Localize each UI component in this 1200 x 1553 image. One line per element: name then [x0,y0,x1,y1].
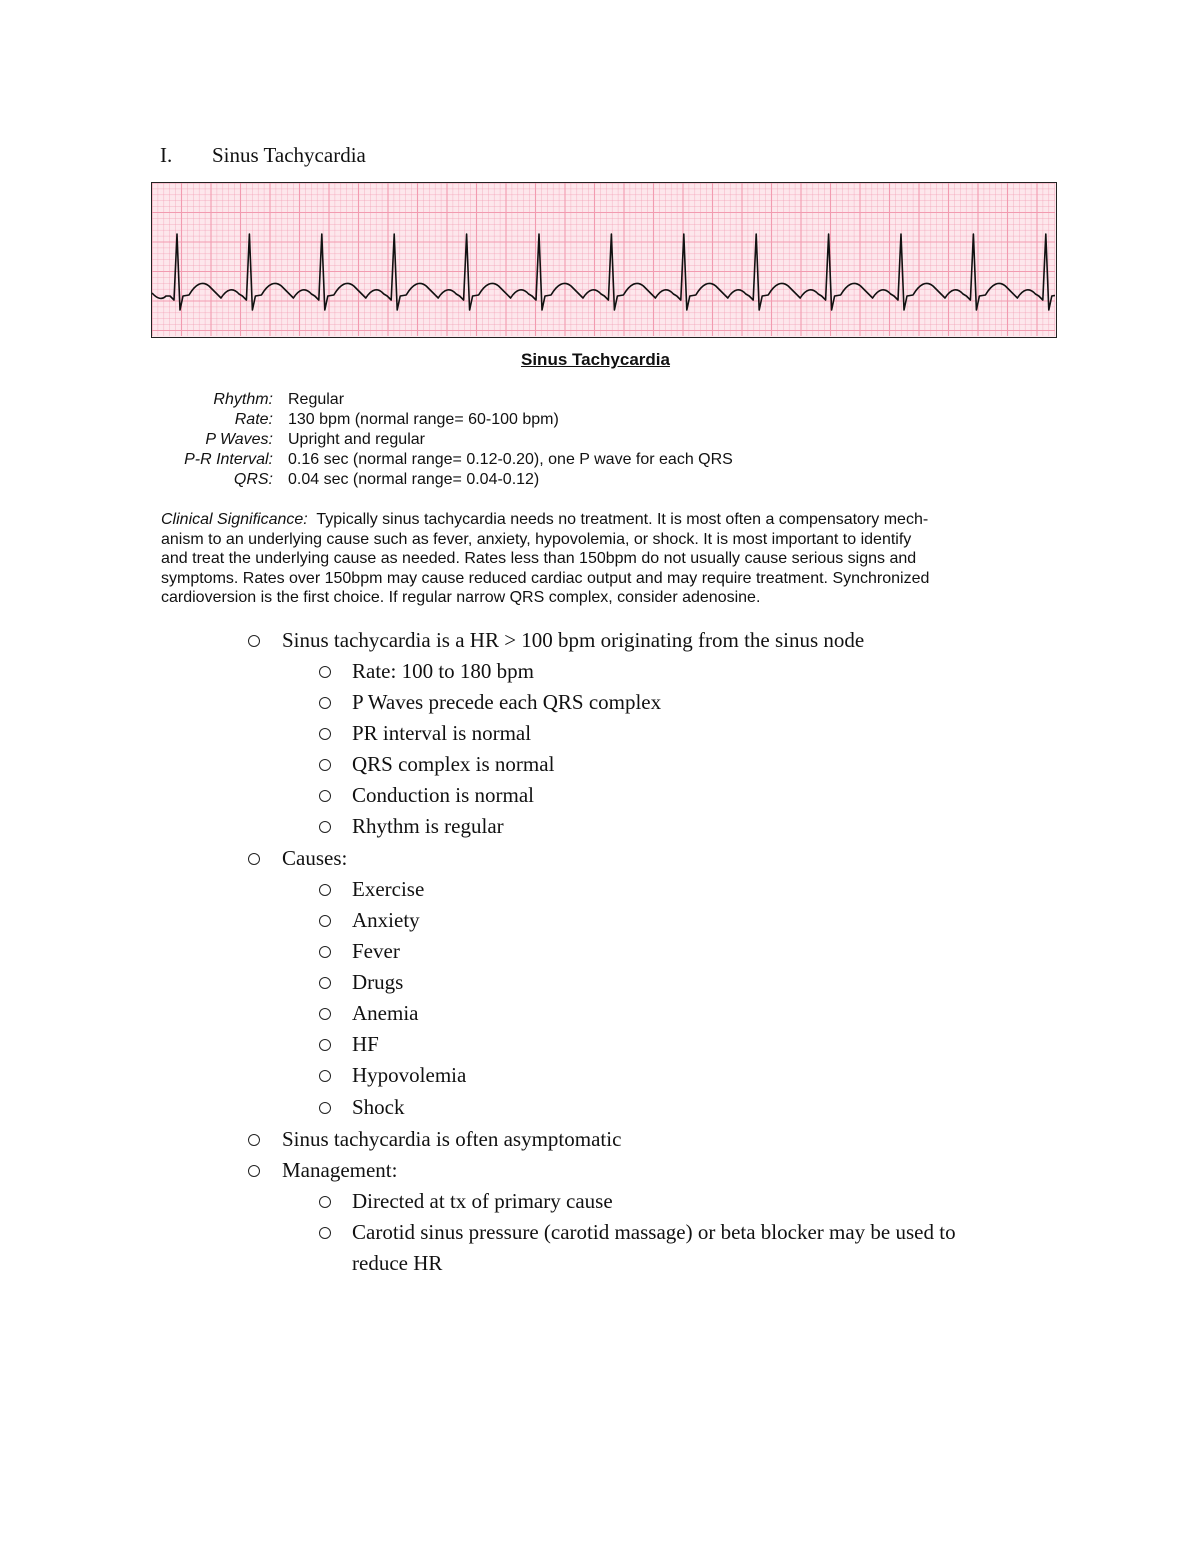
list-item: HF [352,1029,379,1060]
clinical-label: Clinical Significance: [161,511,308,528]
section-heading [160,143,366,168]
info-label: Rate: [234,411,273,428]
clinical-line: cardioversion is the first choice. If regular narrow QRS complex, consider adenosine. [161,589,761,607]
clinical-text: Typically sinus tachycardia needs no treatment. It is most often a compensatory mech- [316,511,929,528]
info-value: 0.16 sec (normal range= 0.12-0.20), one P wave for each QRS [288,451,733,468]
hollow-bullet-icon [319,1196,331,1208]
hollow-bullet-icon [319,728,331,740]
info-value: Upright and regular [288,431,425,448]
info-row-rhythm [160,390,733,410]
info-label: Rhythm: [213,391,273,408]
clinical-line: and treat the underlying cause as needed. Rates less than 150bpm do not usually cause serious signs and [161,550,917,568]
list-item: Fever [352,936,400,967]
list-item: Carotid sinus pressure (carotid massage) or beta blocker may be used to [352,1217,956,1248]
info-value: 130 bpm (normal range= 60-100 bpm) [288,411,559,428]
list-item: Hypovolemia [352,1060,466,1091]
info-value: Regular [288,391,345,408]
list-item-continuation: reduce HR [352,1251,443,1275]
hollow-bullet-icon [319,915,331,927]
list-item: Management: [282,1155,397,1186]
list-item: Rate: 100 to 180 bpm [352,656,534,687]
info-row-rate [160,410,733,430]
info-label: P Waves: [205,431,273,448]
info-label: P-R Interval: [184,451,273,468]
hollow-bullet-icon [248,1134,260,1146]
hollow-bullet-icon [248,853,260,865]
hollow-bullet-icon [319,697,331,709]
list-item: Drugs [352,967,403,998]
list-item: Sinus tachycardia is a HR > 100 bpm originating from the sinus node [282,625,864,656]
rhythm-info-table [160,390,733,490]
list-item: Conduction is normal [352,780,534,811]
section-title: Sinus Tachycardia [212,143,366,167]
hollow-bullet-icon [319,1039,331,1051]
hollow-bullet-icon [319,759,331,771]
list-item: QRS complex is normal [352,749,554,780]
info-row-qrs [160,470,733,490]
hollow-bullet-icon [319,821,331,833]
ecg-strip-graphic [152,183,1055,336]
clinical-line: symptoms. Rates over 150bpm may cause reduced cardiac output and may require treatment. Synchronized [161,569,930,587]
hollow-bullet-icon [319,1008,331,1020]
hollow-bullet-icon [319,1102,331,1114]
info-row-p-waves [160,430,733,450]
list-item: PR interval is normal [352,718,531,749]
clinical-line: anism to an underlying cause such as fever, anxiety, hypovolemia, or shock. It is most important to identify [161,530,912,548]
hollow-bullet-icon [319,666,331,678]
list-item: Anxiety [352,905,420,936]
hollow-bullet-icon [319,946,331,958]
hollow-bullet-icon [319,1227,331,1239]
clinical-significance [161,510,1041,608]
info-value: 0.04 sec (normal range= 0.04-0.12) [288,471,540,488]
list-item: Sinus tachycardia is often asymptomatic [282,1124,621,1155]
info-label: QRS: [233,471,273,488]
hollow-bullet-icon [319,977,331,989]
hollow-bullet-icon [319,790,331,802]
ecg-strip [151,182,1057,338]
list-item: Directed at tx of primary cause [352,1186,613,1217]
list-item: Causes: [282,843,347,874]
list-item: Rhythm is regular [352,811,504,842]
hollow-bullet-icon [248,1165,260,1177]
ecg-title: Sinus Tachycardia [521,350,670,369]
list-item: Anemia [352,998,418,1029]
section-number: I. [160,143,173,167]
list-item: P Waves precede each QRS complex [352,687,661,718]
list-item: Shock [352,1092,405,1123]
clinical-line [161,510,1041,530]
hollow-bullet-icon [319,1070,331,1082]
info-row-pr-interval [160,450,733,470]
list-item: Exercise [352,874,424,905]
hollow-bullet-icon [319,884,331,896]
hollow-bullet-icon [248,635,260,647]
